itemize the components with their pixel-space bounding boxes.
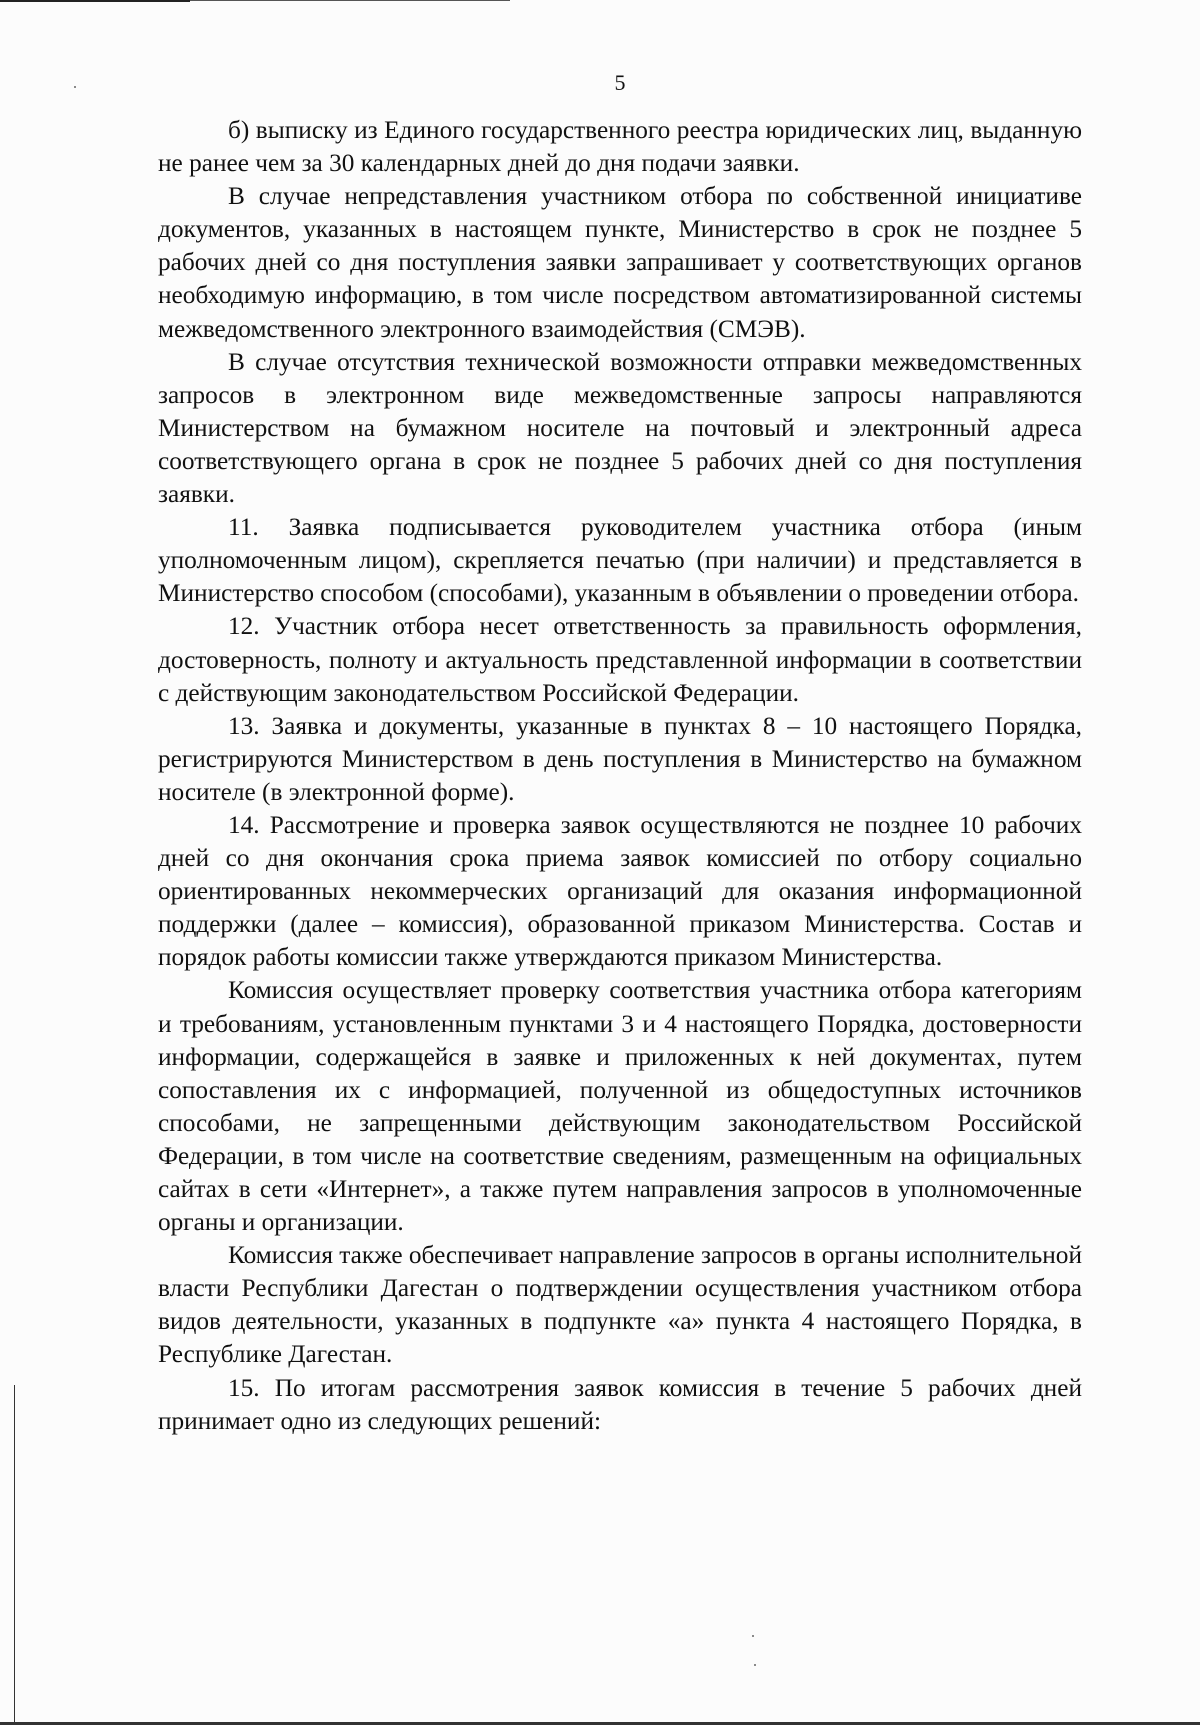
paragraph-commission-requests: Комиссия также обеспечивает направление запросов в органы исполнительной власти Республики Дагестан о подтверждении осуществления участником отбора видов деятельности, указанных в подпункте «а» пункта 4 настоящего Порядка, в Республике Дагестан. xyxy=(158,1241,1082,1369)
paragraph-paper-requests: В случае отсутствия технической возможности отправки межведомственных запросов в электронном виде межведомственные запросы направляются Министерством на бумажном носителе на почтовый и электронный адреса соответствующего органа в срок не позднее 5 рабочих дней со дня поступления заявки. xyxy=(158,347,1082,509)
paragraph-item-14: 14. Рассмотрение и проверка заявок осуществляются не позднее 10 рабочих дней со дня окончания срока приема заявок комиссией по отбору социально ориентированных некоммерческих организаций для оказания информационной поддержки (далее – комиссия), образованной приказом Министерства. Состав и порядок работы комиссии также утверждаются приказом Министерства. xyxy=(158,810,1082,972)
scan-edge-top xyxy=(0,0,190,2)
paragraph-item-13: 13. Заявка и документы, указанные в пунктах 8 – 10 настоящего Порядка, регистрируются Министерством в день поступления в Министерство на бумажном носителе (в электронной форме). xyxy=(158,711,1082,806)
scan-speck xyxy=(752,1635,754,1637)
scan-edge-left xyxy=(14,1385,15,1725)
paragraph-item-11: 11. Заявка подписывается руководителем участника отбора (иным уполномоченным лицом), скрепляется печатью (при наличии) и представляется в Министерство способом (способами), указанным в объявлении о проведении отбора. xyxy=(158,513,1082,608)
paragraph-item-15: 15. По итогам рассмотрения заявок комиссия в течение 5 рабочих дней принимает одно из следующих решений: xyxy=(158,1373,1082,1435)
scan-speck xyxy=(754,1664,756,1666)
document-body xyxy=(158,114,1082,1438)
page-number: 5 xyxy=(614,70,626,95)
paragraph-extract-egrul: б) выписку из Единого государственного реестра юридических лиц, выданную не ранее чем за 30 календарных дней до дня подачи заявки. xyxy=(158,116,1082,178)
scan-edge-top-thin xyxy=(190,0,510,1)
paragraph-non-submission: В случае непредставления участником отбора по собственной инициативе документов, указанных в настоящем пункте, Министерство в срок не позднее 5 рабочих дней со дня поступления заявки запрашивает у соответствующих органов необходимую информацию, в том числе посредством автоматизированной системы межведомственного электронного взаимодействия (СМЭВ). xyxy=(158,182,1082,343)
paragraph-commission-check: Комиссия осуществляет проверку соответствия участника отбора категориям и требованиям, установленным пунктами 3 и 4 настоящего Порядка, достоверности информации, содержащейся в заявке и приложенных к ней документах, путем сопоставления их с информацией, полученной из общедоступных источников способами, не запрещенными действующим законодательством Российской Федерации, в том числе на соответствие сведениям, размещенным на официальных сайтах в сети «Интернет», а также путем направления запросов в уполномоченные органы и организации. xyxy=(158,976,1082,1237)
paragraph-item-12: 12. Участник отбора несет ответственность за правильность оформления, достоверность, полноту и актуальность представленной информации в соответствии с действующим законодательством Российской Федерации. xyxy=(158,612,1082,707)
